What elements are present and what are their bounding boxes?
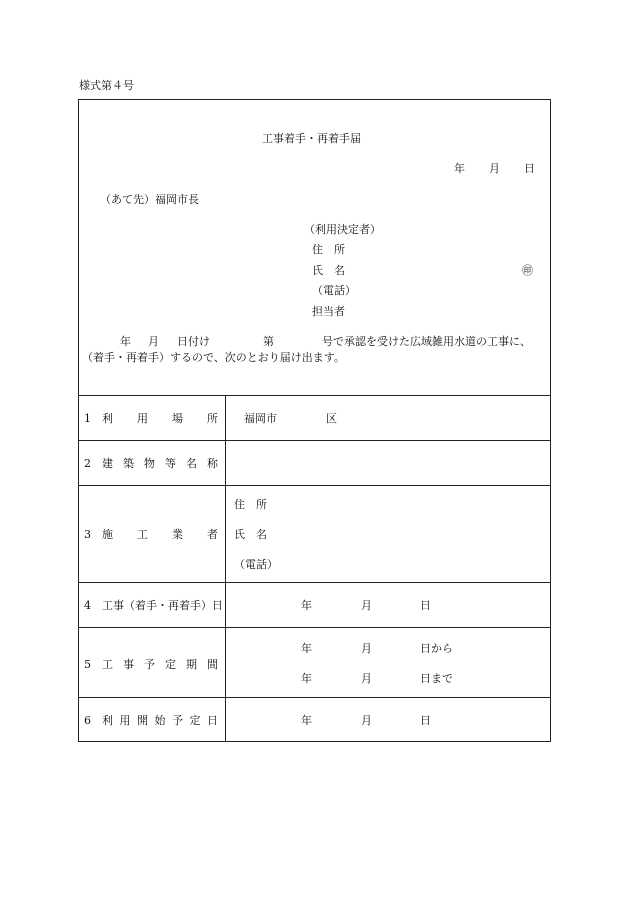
divider-line: [79, 440, 550, 441]
body-line1-rest: 号で承認を受けた広域雑用水道の工事に、: [322, 335, 531, 348]
date-day-label: 日: [524, 162, 535, 175]
row4-day: 日: [420, 599, 431, 612]
row5-to: 日まで: [420, 672, 453, 685]
label-char: 用: [119, 714, 131, 727]
row3-number: 3: [84, 528, 91, 541]
row1-city: 福岡市: [244, 412, 277, 425]
label-char: 者: [207, 528, 218, 541]
row1-ward: 区: [326, 412, 337, 425]
form-header: [79, 100, 550, 395]
row5-end-year: 年: [301, 672, 312, 685]
row3-label: [102, 529, 218, 540]
form-number: 様式第４号: [79, 79, 134, 92]
label-char: 予: [172, 714, 183, 727]
date-month-label: 月: [489, 162, 500, 175]
column-divider: [225, 395, 226, 741]
row6-year: 年: [301, 714, 312, 727]
date-year-label: 年: [454, 162, 465, 175]
divider-line: [79, 582, 550, 583]
label-char: 用: [137, 412, 148, 425]
row1-number: 1: [84, 412, 91, 425]
label-char: 物: [144, 457, 155, 470]
label-char: 場: [172, 412, 183, 425]
form-title: 工事着手・再着手届: [262, 132, 361, 145]
row5-start-year: 年: [301, 642, 312, 655]
label-char: 予: [144, 658, 155, 671]
row2-number: 2: [84, 457, 91, 470]
divider-line: [79, 627, 550, 628]
row6-label: [102, 715, 218, 726]
label-char: 名: [186, 457, 197, 470]
row3-name-label: 氏 名: [234, 528, 267, 541]
divider-line: [79, 485, 550, 486]
label-char: 施: [102, 528, 113, 541]
person-in-charge-label: 担当者: [312, 305, 345, 318]
label-char: 業: [172, 528, 183, 541]
body-line2: （着手・再着手）するので、次のとおり届け出ます。: [82, 351, 345, 364]
divider-line: [79, 697, 550, 698]
addressee: （あて先）福岡市長: [100, 193, 199, 206]
label-char: 間: [207, 658, 218, 671]
label-char: 所: [207, 412, 218, 425]
applicant-phone-label: （電話）: [312, 284, 356, 297]
row2-label: [102, 458, 218, 469]
row4-month: 月: [361, 599, 372, 612]
label-char: 始: [154, 714, 166, 727]
applicant-address-label: 住 所: [312, 243, 345, 256]
label-char: 利: [102, 714, 113, 727]
label-char: 定: [165, 658, 176, 671]
row4-year: 年: [301, 599, 312, 612]
body-month: 月: [148, 335, 159, 348]
row6-day: 日: [420, 714, 431, 727]
label-char: 工: [137, 528, 148, 541]
row4-number: 4: [84, 599, 91, 612]
label-char: 建: [102, 457, 113, 470]
label-char: 称: [207, 457, 218, 470]
row1-label: [102, 413, 218, 424]
label-char: 期: [186, 658, 197, 671]
body-date-suffix: 日付け: [177, 335, 210, 348]
applicant-role: （利用決定者）: [304, 223, 381, 236]
row3-phone-label: （電話）: [234, 558, 278, 571]
row4-label: 工事（着手・再着手）日: [102, 599, 223, 612]
row5-from: 日から: [420, 642, 453, 655]
label-char: 日: [207, 714, 218, 727]
label-char: 開: [137, 714, 148, 727]
body-year: 年: [120, 335, 131, 348]
row5-start-month: 月: [361, 642, 372, 655]
label-char: 定: [189, 714, 201, 727]
seal-mark: ㊞: [522, 264, 533, 277]
row3-address-label: 住 所: [234, 498, 267, 511]
row6-month: 月: [361, 714, 372, 727]
divider-line: [79, 395, 550, 396]
label-char: 工: [102, 658, 113, 671]
row5-label: [102, 659, 218, 670]
label-char: 築: [123, 457, 134, 470]
row5-end-month: 月: [361, 672, 372, 685]
applicant-name-label: 氏 名: [312, 264, 345, 277]
label-char: 事: [123, 658, 134, 671]
notification-form: [78, 99, 551, 742]
row6-number: 6: [84, 714, 91, 727]
label-char: 等: [165, 457, 176, 470]
row5-number: 5: [84, 658, 91, 671]
body-dai: 第: [263, 335, 274, 348]
label-char: 利: [102, 412, 113, 425]
